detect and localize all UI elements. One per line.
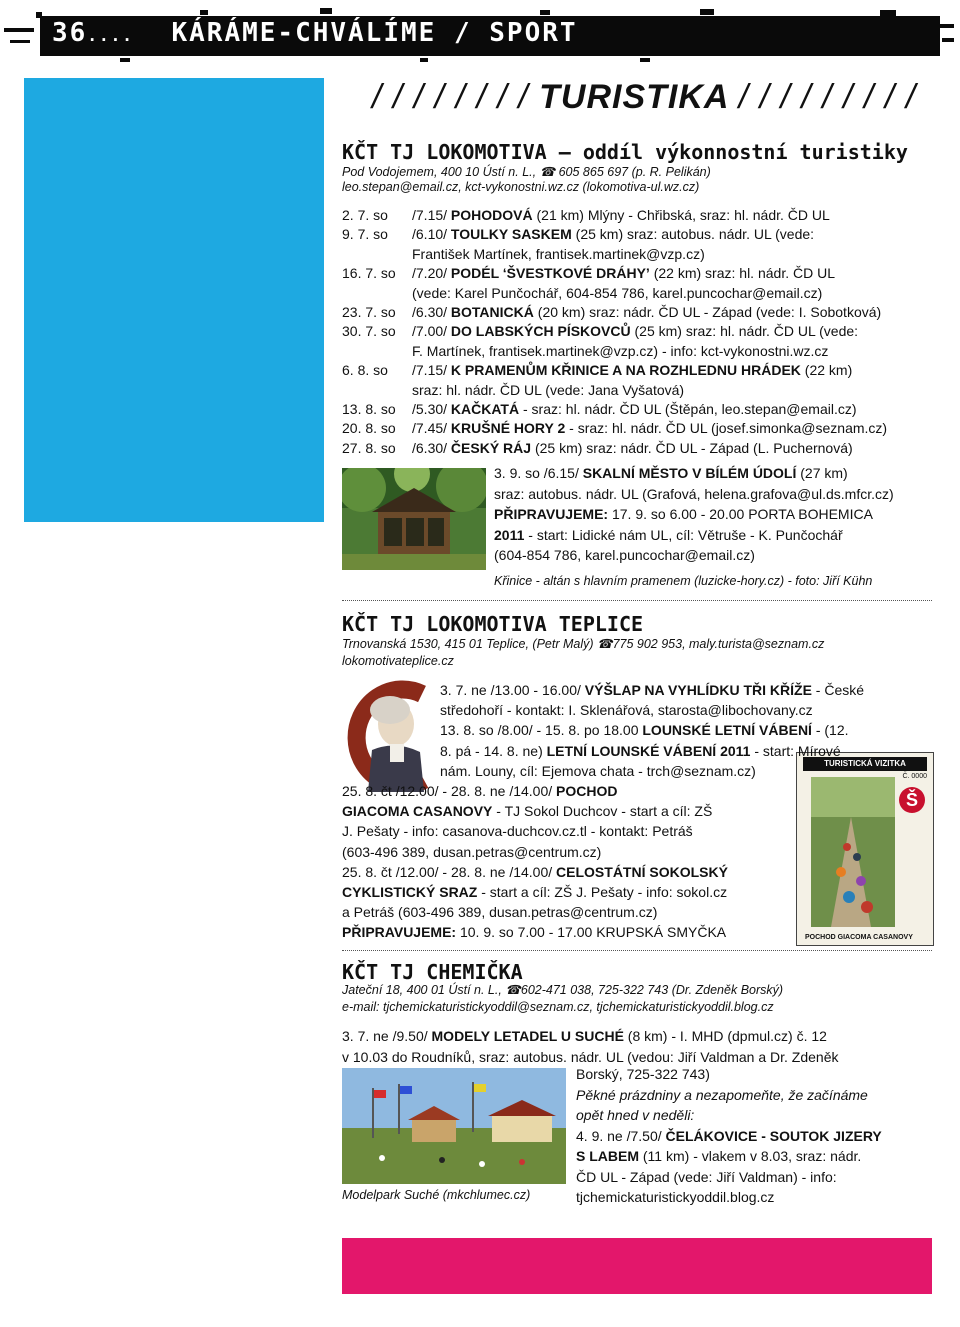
cyan-ad-block	[24, 78, 324, 522]
event-line: v 10.03 do Roudníků, sraz: autobus. nádr. UL (vedou: Jiří Valdman a Dr. Zdeněk	[342, 1048, 839, 1065]
section1-side-text	[494, 463, 934, 566]
event-line: 3. 9. so /6.15/ SKALNÍ MĚSTO V BÍLÉM ÚDOLÍ (27 km)	[494, 465, 848, 481]
event-line: nám. Louny, cíl: Ejemova chata - trch@seznam.cz)	[440, 762, 756, 779]
section1-events	[342, 206, 932, 458]
event-line: PŘIPRAVUJEME: 10. 9. so 7.00 - 17.00 KRUPSKÁ SMYČKA	[342, 924, 727, 941]
event-line: (603-496 389, dusan.petras@centrum.cz)	[342, 843, 602, 860]
event-line: Pěkné prázdniny a nezapomeňte, že začínáme	[576, 1086, 868, 1103]
banner-title: TURISTIKA	[539, 78, 729, 116]
turistika-banner: / / / / / / / / TURISTIKA / / / / / / / / /	[372, 78, 917, 116]
event-date: 2. 7. so	[342, 207, 388, 223]
event-line: 6. 8. so /7.15/ K PRAMENŮM KŘINICE A NA ROZHLEDNU HRÁDEK (22 km)	[342, 361, 932, 380]
pink-ad-block	[342, 1238, 932, 1294]
divider	[342, 950, 932, 951]
event-line: 8. pá - 14. 8. ne) LETNÍ LOUNSKÉ VÁBENÍ 2011 - start: Mírové	[440, 742, 841, 759]
section3-photo-caption: Modelpark Suché (mkchlumec.cz)	[342, 1188, 531, 1202]
section3-events	[342, 1026, 938, 1067]
event-line: opět hned v neděli:	[576, 1107, 695, 1123]
event-line: S LABEM (11 km) - vlakem v 8.03, sraz: nádr.	[576, 1148, 862, 1164]
event-line: tjchemickaturistickyoddil.blog.cz	[576, 1189, 775, 1205]
event-line: 3. 7. ne /13.00 - 16.00/ VÝŠLAP NA VYHLÍDKU TŘI KŘÍŽE - České	[440, 682, 865, 698]
event-line: 25. 8. čt /12.00/ - 28. 8. ne /14.00/ CELOSTÁTNÍ SOKOLSKÝ	[342, 863, 728, 880]
event-date: 27. 8. so	[342, 439, 396, 456]
event-date: 9. 7. so	[342, 226, 388, 243]
event-line: a Petráš (603-496 389, dusan.petras@centrum.cz)	[342, 904, 658, 921]
section3-side-text	[576, 1064, 932, 1208]
event-line: 3. 7. ne /9.50/ MODELY LETADEL U SUCHÉ (8 km) - I. MHD (dpmul.cz) č. 12	[342, 1028, 827, 1044]
event-line: 20. 8. so /7.45/ KRUŠNÉ HORY 2 - sraz: hl. nádr. ČD UL (josef.simonka@seznam.cz)	[342, 419, 932, 438]
event-line: GIACOMA CASANOVY - TJ Sokol Duchcov - start a cíl: ZŠ	[342, 803, 713, 820]
event-line: 25. 8. čt /12.00/ - 28. 8. ne /14.00/ POCHOD	[342, 783, 618, 800]
section3-title: KČT TJ CHEMIČKA	[342, 960, 523, 984]
modelpark-photo	[342, 1068, 566, 1184]
event-line: CYKLISTICKÝ SRAZ - start a cíl: ZŠ J. Pešaty - info: sokol.cz	[342, 884, 728, 901]
event-line: 27. 8. so /6.30/ ČESKÝ RÁJ (25 km) sraz: nádr. ČD UL - Západ (L. Puchernová)	[342, 439, 932, 458]
section2-events	[342, 680, 938, 943]
event-line: středohoří - kontakt: I. Sklenářová, starosta@libochovany.cz	[440, 702, 813, 719]
event-line: 16. 7. so /7.20/ PODÉL ‘ŠVESTKOVÉ DRÁHY’ (22 km) sraz: hl. nádr. ČD UL	[342, 264, 932, 283]
event-line: F. Martínek, frantisek.martinek@vzp.cz) - info: kct-vykonostni.wz.cz	[412, 342, 829, 359]
event-line: 4. 9. ne /7.50/ ČELÁKOVICE - SOUTOK JIZERY	[576, 1127, 882, 1144]
event-line: J. Pešaty - info: casanova-duchcov.cz.tl - kontakt: Petráš	[342, 823, 693, 840]
section1-photo-caption: Křinice - altán s hlavním pramenem (luzicke-hory.cz) - foto: Jiří Kühn	[494, 574, 873, 588]
event-line: František Martínek, frantisek.martinek@vzp.cz)	[412, 245, 705, 262]
event-line: sraz: autobus. nádr. UL (Grafová, helena.grafova@ul.ds.mfcr.cz)	[494, 485, 894, 502]
card-number: Č. 0000	[902, 773, 927, 780]
section2-contacts: lokomotivateplice.cz	[342, 654, 454, 668]
event-date: 13. 8. so	[342, 401, 396, 418]
event-date: 6. 8. so	[342, 362, 388, 379]
event-line: PŘIPRAVUJEME: 17. 9. so 6.00 - 20.00 PORTA BOHEMICA	[494, 506, 873, 522]
section1-title: KČT TJ LOKOMOTIVA – oddíl výkonnostní turistiky	[342, 140, 908, 164]
section1-contacts: leo.stepan@email.cz, kct-vykonostni.wz.cz (lokomotiva-ul.wz.cz)	[342, 180, 700, 194]
header-title: 36.... KÁRÁME-CHVÁLÍME / SPORT	[52, 18, 578, 48]
section2-address: Trnovanská 1530, 415 01 Teplice, (Petr Malý) ☎775 902 953, maly.turista@seznam.cz	[342, 637, 825, 651]
event-line: ČD UL - Západ (vede: Jiří Valdman) - info:	[576, 1168, 837, 1185]
section3-address: Jateční 18, 400 01 Ústí n. L., ☎602-471 038, 725-322 743 (Dr. Zdeněk Borský)	[342, 983, 784, 997]
event-line: 13. 8. so /5.30/ KAČKATÁ - sraz: hl. nádr. ČD UL (Štěpán, leo.stepan@email.cz)	[342, 400, 932, 419]
section1-address: Pod Vodojemem, 400 10 Ústí n. L., ☎ 605 865 697 (p. R. Pelikán)	[342, 165, 711, 179]
event-line: 9. 7. so /6.10/ TOULKY SASKEM (25 km) sraz: autobus. nádr. UL (vede:	[342, 225, 932, 244]
section-name: KÁRÁME-CHVÁLÍME / SPORT	[171, 18, 578, 48]
event-date: 30. 7. so	[342, 323, 396, 340]
event-line: 13. 8. so /8.00/ - 15. 8. po 18.00 LOUNSKÉ LETNÍ VÁBENÍ - (12.	[440, 722, 849, 739]
event-date: 23. 7. so	[342, 304, 396, 321]
event-line: 2011 - start: Lidické nám UL, cíl: Větruše - K. Punčochář	[494, 526, 843, 543]
event-line: (vede: Karel Punčochář, 604-854 786, karel.puncochar@email.cz)	[412, 284, 823, 301]
event-line: sraz: hl. nádr. ČD UL (vede: Jana Vyšatová)	[412, 381, 685, 398]
divider	[342, 600, 932, 601]
section2-title: KČT TJ LOKOMOTIVA TEPLICE	[342, 612, 644, 636]
event-line: Borský, 725-322 743)	[576, 1066, 710, 1082]
card-caption: POCHOD GIACOMA CASANOVY	[805, 934, 913, 941]
section3-contacts: e-mail: tjchemickaturistickyoddil@seznam.cz, tjchemickaturistickyoddil.blog.cz	[342, 1000, 774, 1014]
event-date: 16. 7. so	[342, 265, 396, 282]
sokol-logo-icon: Š	[899, 787, 925, 813]
page-header	[0, 0, 960, 64]
card-title: TURISTICKÁ VIZITKA	[803, 757, 927, 771]
event-line: (604-854 786, karel.puncochar@email.cz)	[494, 547, 755, 563]
event-line: 2. 7. so /7.15/ POHODOVÁ (21 km) Mlýny - Chřibská, sraz: hl. nádr. ČD UL	[342, 206, 932, 225]
event-line: 30. 7. so /7.00/ DO LABSKÝCH PÍSKOVCŮ (25 km) sraz: hl. nádr. ČD UL (vede:	[342, 322, 932, 341]
event-date: 20. 8. so	[342, 420, 396, 437]
page-number: 36	[52, 18, 88, 48]
event-line: 23. 7. so /6.30/ BOTANICKÁ (20 km) sraz: nádr. ČD UL - Západ (vede: I. Sobotková)	[342, 303, 932, 322]
gazebo-photo	[342, 468, 486, 570]
